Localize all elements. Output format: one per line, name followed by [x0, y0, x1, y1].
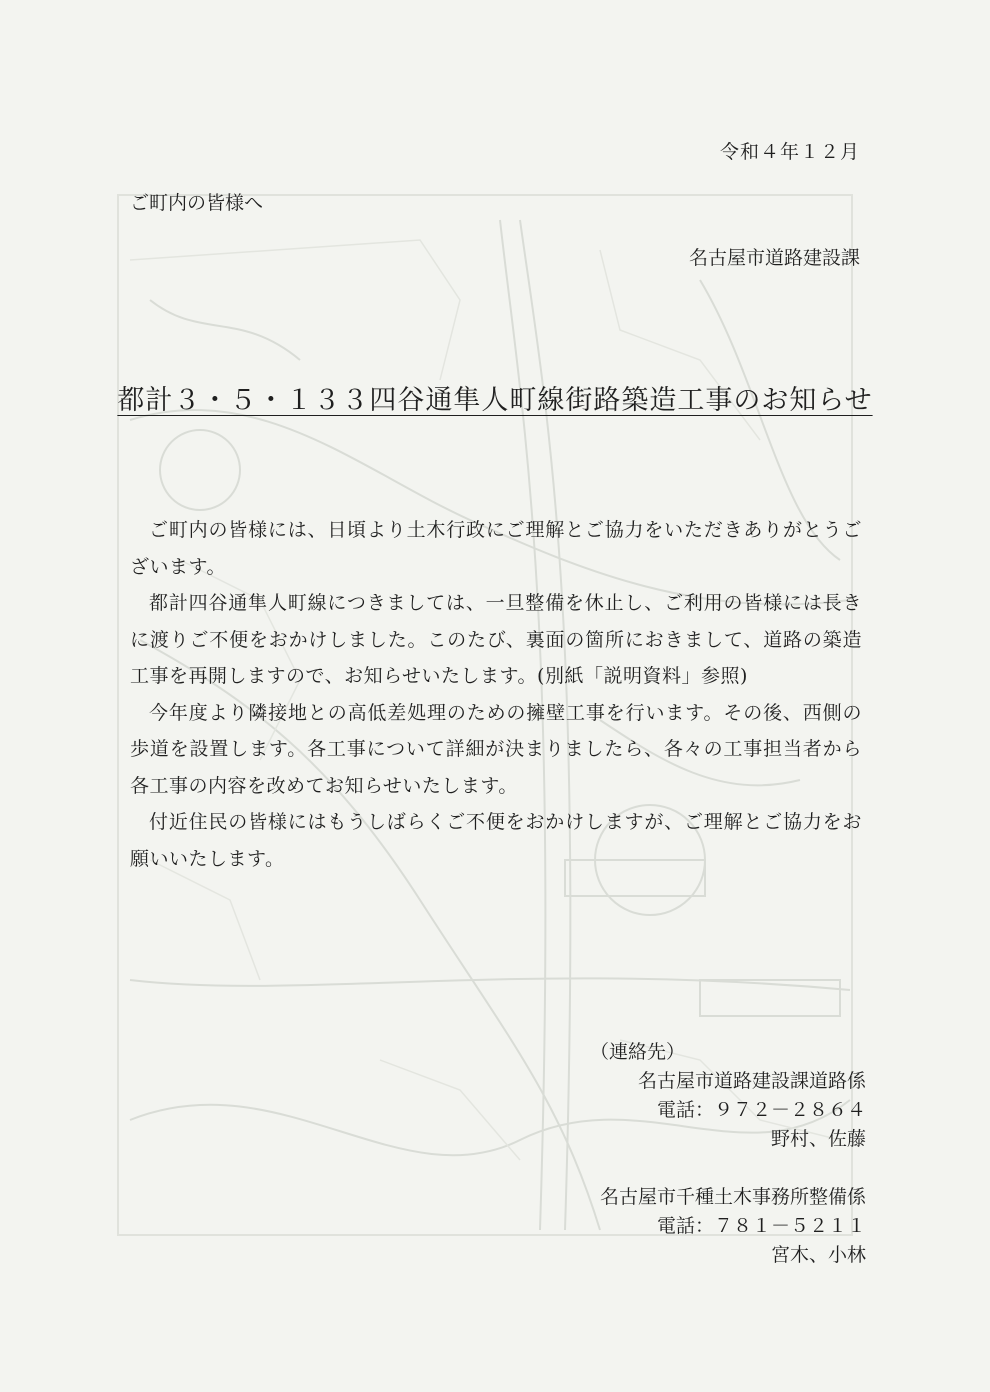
contact-heading: （連絡先） — [589, 1041, 685, 1063]
contact-heading-row — [589, 1038, 866, 1067]
contact-spacer — [600, 1154, 866, 1183]
secondary-staff: 宮木、小林 — [770, 1244, 866, 1266]
primary-staff: 野村、佐藤 — [770, 1128, 866, 1150]
notice-title — [0, 378, 990, 417]
body-paragraph: 付近住民の皆様にはもうしばらくご不便をおかけしますが、ご理解とご協力をお願いいたします。 — [130, 811, 862, 870]
body-paragraph: 都計四谷通隼人町線につきましては、一旦整備を休止し、ご利用の皆様には長きに渡りご不便をおかけしました。このたび、裏面の箇所におきまして、道路の築造工事を再開しますので、お知らせいたします。(別紙「説明資料」参照) — [130, 592, 862, 687]
recipient: ご町内の皆様へ — [130, 192, 264, 214]
body-paragraph: ご町内の皆様には、日頃より土木行政にご理解とご協力をいただきありがとうございます。 — [130, 519, 862, 578]
secondary-phone: 電話：７８１－５２１１ — [656, 1215, 866, 1237]
issue-date: 令和４年１２月 — [719, 141, 860, 163]
secondary-office: 名古屋市千種土木事務所整備係 — [599, 1186, 866, 1208]
notice-body — [130, 512, 862, 877]
notice-title-text: 都計３・５・１３３四谷通隼人町線街路築造工事のお知らせ — [117, 385, 873, 416]
contact-block — [589, 1038, 866, 1270]
primary-phone: 電話：９７２－２８６４ — [656, 1099, 866, 1121]
primary-office: 名古屋市道路建設課道路係 — [637, 1070, 866, 1092]
sender-department: 名古屋市道路建設課 — [688, 247, 860, 269]
body-paragraph: 今年度より隣接地との高低差処理のための擁壁工事を行います。その後、西側の歩道を設置します。各工事について詳細が決まりましたら、各々の工事担当者から各工事の内容を改めてお知らせいたします。 — [130, 701, 862, 797]
